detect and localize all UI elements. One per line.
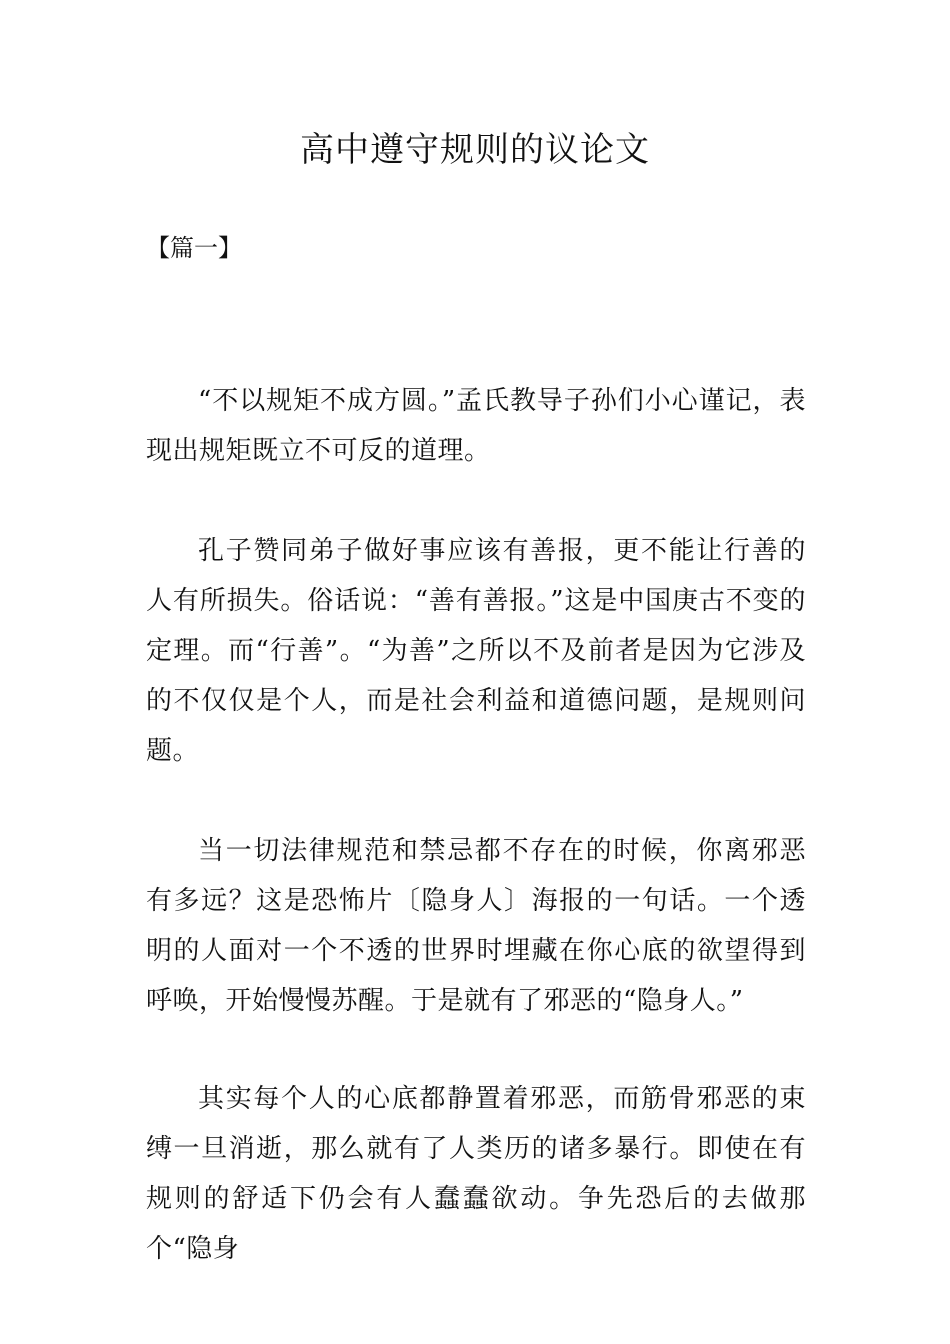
section-label: 【篇一】 — [146, 234, 242, 262]
paragraph-4: 其实每个人的心底都静置着邪恶，而筋骨邪恶的束缚一旦消逝，那么就有了人类历的诸多暴行。即使在有规则的舒适下仍会有人蠢蠢欲动。争先恐后的去做那个“隐身 — [146, 1084, 806, 1264]
document-title: 高中遵守规则的议论文 — [300, 130, 650, 170]
paragraph-2: 孔子赞同弟子做好事应该有善报，更不能让行善的人有所损失。俗话说：“善有善报。”这是中国庚古不变的定理。而“行善”。“为善”之所以不及前者是因为它涉及的不仅仅是个人，而是社会利益和道德问题，是规则问题。 — [146, 536, 806, 766]
paragraph-1: “不以规矩不成方圆。”孟氏教导子孙们小心谨记，表现出规矩既立不可反的道理。 — [146, 386, 806, 466]
paragraph-3: 当一切法律规范和禁忌都不存在的时候，你离邪恶有多远？这是恐怖片〔隐身人〕海报的一句话。一个透明的人面对一个不透的世界时埋藏在你心底的欲望得到呼唤，开始慢慢苏醒。于是就有了邪恶的“隐身人。” — [146, 836, 806, 1016]
